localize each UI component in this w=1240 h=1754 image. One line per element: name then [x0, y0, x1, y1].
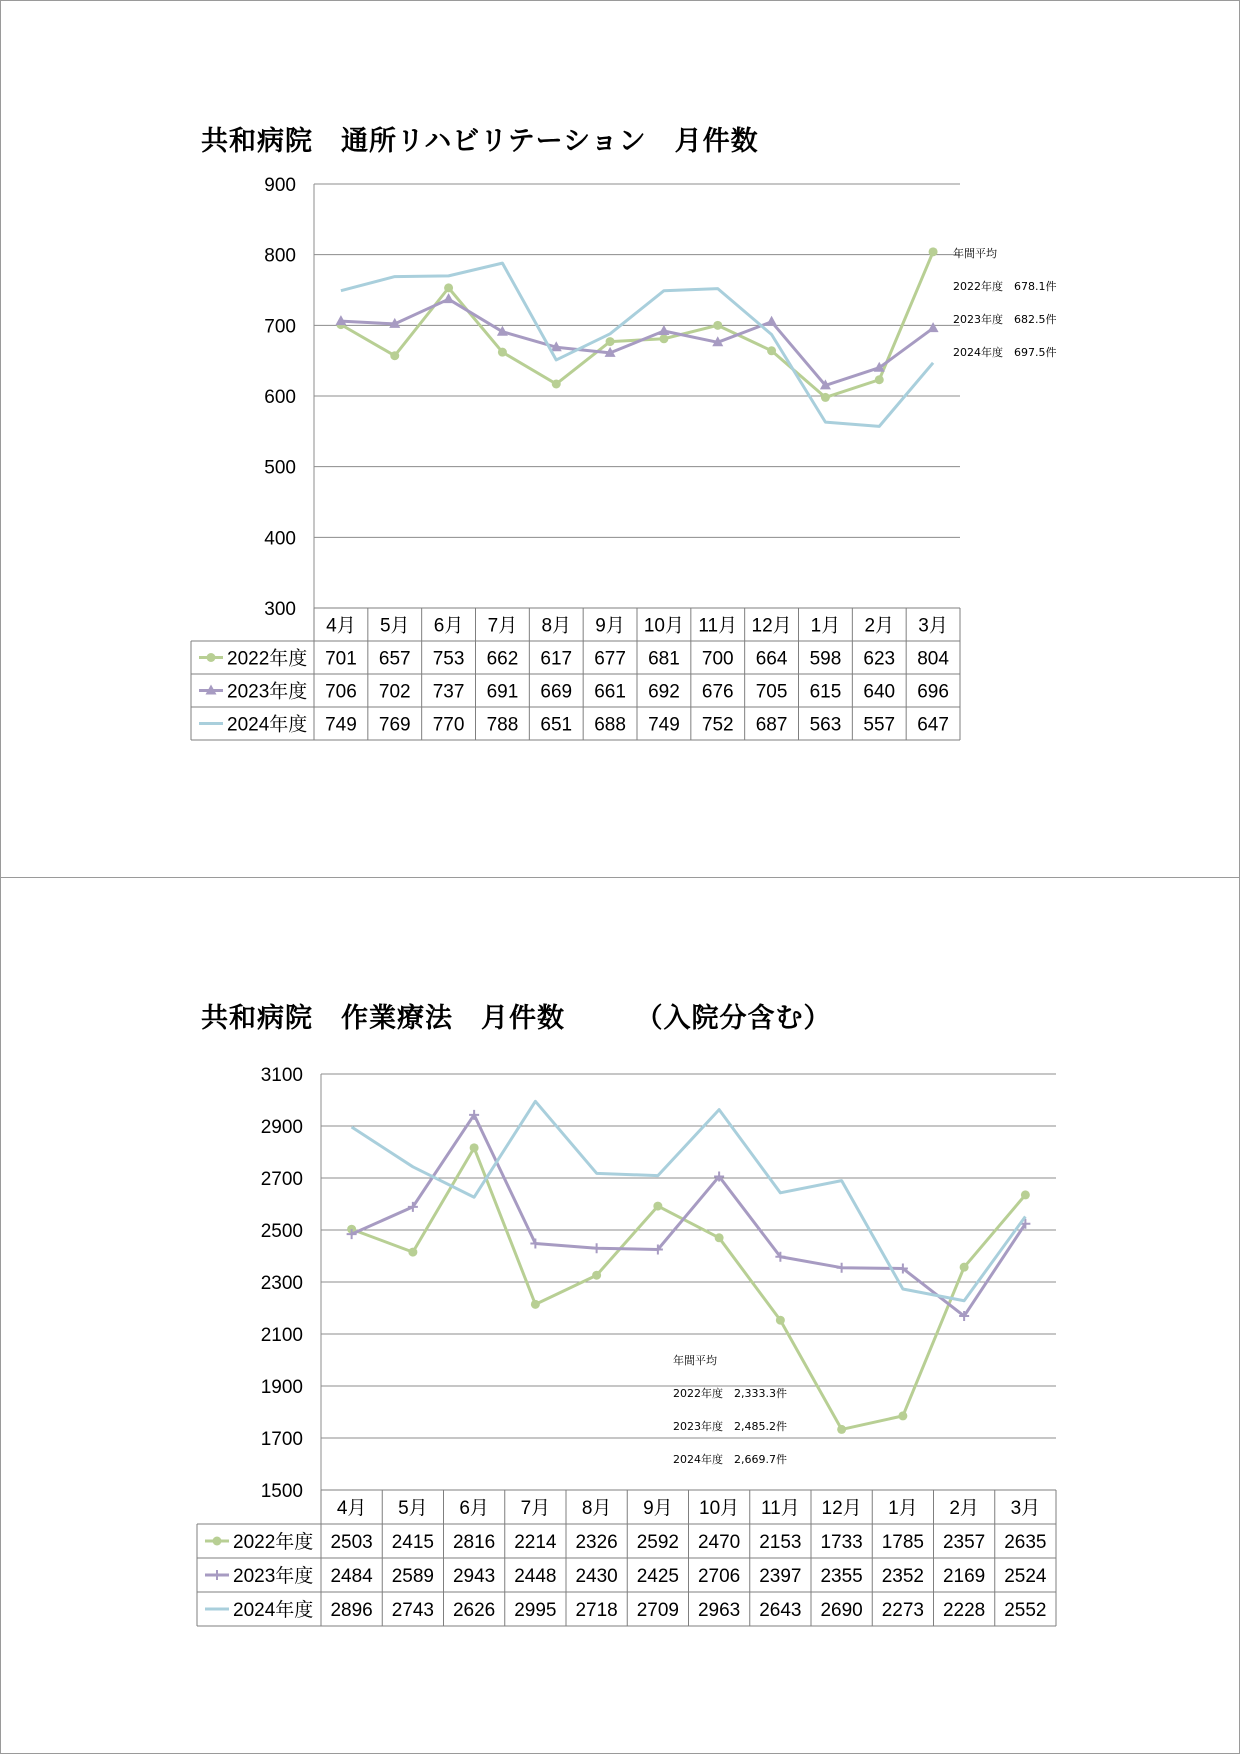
series-line [341, 252, 933, 398]
x-tick-label: 11月 [761, 1498, 800, 1519]
data-table-cell: 615 [809, 681, 842, 703]
data-table-cell: 681 [648, 648, 680, 670]
data-table-cell: 2214 [514, 1532, 557, 1553]
data-table-cell: 749 [648, 714, 680, 736]
x-tick-label: 2月 [864, 615, 895, 637]
x-tick-label: 2月 [949, 1498, 979, 1519]
chart-title: 共和病院 作業療法 月件数 （入院分含む） [201, 1003, 832, 1034]
data-table-cell: 651 [540, 714, 573, 736]
data-table-cell: 2448 [514, 1566, 557, 1587]
data-table-cell: 677 [594, 648, 626, 670]
data-table-cell: 2430 [575, 1566, 618, 1587]
y-tick-label: 2100 [260, 1325, 303, 1346]
data-table-cell: 598 [809, 648, 842, 670]
data-point [960, 1263, 969, 1272]
y-tick-label: 600 [264, 387, 296, 408]
data-table-cell: 1785 [881, 1532, 925, 1553]
data-point [713, 321, 722, 330]
y-tick-label: 1700 [260, 1429, 303, 1450]
data-table-cell: 2995 [514, 1600, 557, 1621]
data-table-cell: 2963 [697, 1600, 741, 1621]
x-tick-label: 10月 [699, 1498, 740, 1519]
data-table-cell: 676 [701, 681, 734, 703]
data-point [390, 351, 399, 360]
data-table-cell: 2397 [759, 1566, 802, 1587]
y-tick-label: 2700 [260, 1169, 303, 1190]
data-table-cell: 2484 [330, 1566, 373, 1587]
data-table-cell: 2943 [452, 1566, 496, 1587]
y-tick-label: 1500 [260, 1481, 303, 1502]
data-table-cell: 617 [540, 648, 573, 670]
data-point [470, 1143, 479, 1152]
data-table-cell: 749 [325, 714, 357, 736]
data-table-cell: 2169 [942, 1566, 986, 1587]
data-table-cell: 2355 [820, 1566, 863, 1587]
x-tick-label: 7月 [487, 615, 518, 637]
data-point [875, 375, 884, 384]
legend-label: 2022年度 [233, 1532, 314, 1553]
data-table-cell: 662 [486, 648, 519, 670]
data-table-cell: 657 [378, 648, 411, 670]
y-tick-label: 700 [264, 316, 296, 338]
data-table-cell: 2503 [330, 1532, 373, 1553]
y-tick-label: 800 [264, 245, 296, 267]
data-table-cell: 1733 [820, 1532, 863, 1553]
y-tick-label: 2500 [260, 1221, 303, 1242]
x-tick-label: 5月 [379, 615, 410, 637]
data-point [929, 247, 938, 256]
annotation-text: 2024年度 2,669.7件 [673, 1453, 787, 1466]
data-table-cell: 2228 [942, 1600, 986, 1621]
data-point [408, 1248, 417, 1257]
y-tick-label: 2900 [260, 1117, 303, 1138]
data-point [530, 1239, 540, 1249]
data-table-cell: 640 [863, 681, 896, 703]
data-point [592, 1243, 602, 1253]
annotation-text: 2022年度 678.1件 [953, 280, 1057, 293]
data-table-cell: 737 [432, 681, 465, 703]
data-point [715, 1233, 724, 1242]
legend-marker [212, 1570, 222, 1580]
data-table-cell: 669 [540, 681, 573, 703]
data-table-cell: 753 [432, 648, 465, 670]
data-table-cell: 2552 [1004, 1600, 1047, 1621]
data-table-cell: 2690 [820, 1600, 863, 1621]
chart-panel-occupational-therapy [0, 877, 1240, 1754]
data-table-cell: 696 [917, 681, 949, 703]
data-table-cell: 804 [917, 648, 949, 670]
series-line [352, 1101, 1026, 1300]
data-point [837, 1425, 846, 1434]
y-tick-label: 400 [264, 528, 296, 550]
x-tick-label: 7月 [520, 1498, 551, 1519]
data-table-cell: 769 [378, 714, 411, 736]
x-tick-label: 10月 [643, 615, 684, 637]
data-table-cell: 2643 [759, 1600, 802, 1621]
line-chart-occupational-therapy [1, 878, 1239, 1753]
data-table-cell: 2524 [1004, 1566, 1047, 1587]
data-point [767, 346, 776, 355]
legend-label: 2024年度 [233, 1600, 314, 1621]
data-point [766, 316, 777, 326]
legend-label: 2024年度 [227, 714, 308, 736]
data-table-cell: 702 [378, 681, 411, 703]
data-point [1021, 1190, 1030, 1199]
data-point [444, 283, 453, 292]
x-tick-label: 9月 [595, 615, 625, 637]
data-table-cell: 2706 [697, 1566, 741, 1587]
data-table-cell: 687 [755, 714, 788, 736]
x-tick-label: 11月 [698, 615, 738, 637]
x-tick-label: 3月 [1010, 1498, 1041, 1519]
data-point [837, 1263, 847, 1273]
y-tick-label: 2300 [260, 1273, 303, 1294]
data-table-cell: 2709 [636, 1600, 680, 1621]
data-table-cell: 2816 [452, 1532, 496, 1553]
data-table-cell: 691 [486, 681, 519, 703]
data-table-cell: 2470 [697, 1532, 741, 1553]
line-chart-day-rehab [1, 1, 1239, 877]
data-table-cell: 692 [648, 681, 680, 703]
data-point [606, 337, 615, 346]
data-table-cell: 788 [486, 714, 519, 736]
series-line [341, 263, 933, 426]
data-table-cell: 2273 [881, 1600, 925, 1621]
y-tick-label: 1900 [260, 1377, 303, 1398]
data-point [592, 1271, 601, 1280]
data-table-cell: 752 [701, 714, 734, 736]
data-table-cell: 647 [917, 714, 949, 736]
data-table-cell: 2153 [759, 1532, 802, 1553]
data-table-cell: 705 [755, 681, 788, 703]
data-table-cell: 557 [863, 714, 896, 736]
data-point [658, 325, 669, 335]
data-table-cell: 2743 [391, 1600, 435, 1621]
data-table-cell: 2357 [942, 1532, 986, 1553]
x-tick-label: 9月 [643, 1498, 673, 1519]
data-table-cell: 2326 [575, 1532, 618, 1553]
x-tick-label: 4月 [326, 615, 356, 637]
legend-label: 2022年度 [227, 648, 308, 670]
x-tick-label: 12月 [751, 615, 792, 637]
x-tick-label: 8月 [581, 1498, 612, 1519]
annotation-text: 2023年度 682.5件 [953, 313, 1057, 326]
legend-label: 2023年度 [227, 681, 308, 703]
data-point [898, 1411, 907, 1420]
annotation-text: 年間平均 [953, 247, 997, 260]
data-table-cell: 623 [863, 648, 896, 670]
x-tick-label: 6月 [433, 615, 464, 637]
data-table-cell: 700 [701, 648, 734, 670]
x-tick-label: 3月 [918, 615, 948, 637]
data-table-cell: 2589 [391, 1566, 435, 1587]
data-point [776, 1316, 785, 1325]
data-point [498, 348, 507, 357]
legend-marker [207, 653, 216, 662]
data-table-cell: 664 [755, 648, 788, 670]
data-table-cell: 563 [809, 714, 842, 736]
annotation-text: 2024年度 697.5件 [953, 346, 1057, 359]
x-tick-label: 5月 [398, 1498, 428, 1519]
data-point [928, 322, 939, 332]
data-table-cell: 2415 [391, 1532, 435, 1553]
data-table-cell: 2425 [636, 1566, 680, 1587]
data-point [552, 379, 561, 388]
data-table-cell: 2592 [636, 1532, 680, 1553]
data-table-cell: 770 [432, 714, 465, 736]
legend-label: 2023年度 [233, 1566, 314, 1587]
x-tick-label: 1月 [888, 1498, 918, 1519]
x-tick-label: 6月 [459, 1498, 489, 1519]
data-table-cell: 701 [325, 648, 357, 670]
data-point [653, 1202, 662, 1211]
annotation-text: 2023年度 2,485.2件 [673, 1420, 787, 1433]
data-table-cell: 2896 [330, 1600, 373, 1621]
data-point [531, 1300, 540, 1309]
data-point [821, 393, 830, 402]
y-tick-label: 300 [264, 599, 296, 620]
legend-marker [213, 1537, 222, 1546]
y-tick-label: 500 [264, 457, 296, 479]
data-point [659, 334, 668, 343]
x-tick-label: 8月 [541, 615, 572, 637]
data-table-cell: 2718 [575, 1600, 618, 1621]
data-table-cell: 2352 [881, 1566, 925, 1587]
data-table-cell: 661 [594, 681, 626, 703]
x-tick-label: 1月 [810, 615, 841, 637]
data-table-cell: 2635 [1004, 1532, 1047, 1553]
annotation-text: 年間平均 [673, 1354, 717, 1367]
series-line [352, 1115, 1026, 1316]
data-table-cell: 688 [594, 714, 626, 736]
annotation-text: 2022年度 2,333.3件 [673, 1387, 787, 1400]
chart-title: 共和病院 通所リハビリテーション 月件数 [201, 126, 759, 157]
x-tick-label: 4月 [336, 1498, 367, 1519]
y-tick-label: 900 [264, 175, 296, 196]
data-table-cell: 706 [325, 681, 357, 703]
data-table-cell: 2626 [452, 1600, 496, 1621]
x-tick-label: 12月 [821, 1498, 862, 1519]
y-tick-label: 3100 [260, 1065, 303, 1086]
